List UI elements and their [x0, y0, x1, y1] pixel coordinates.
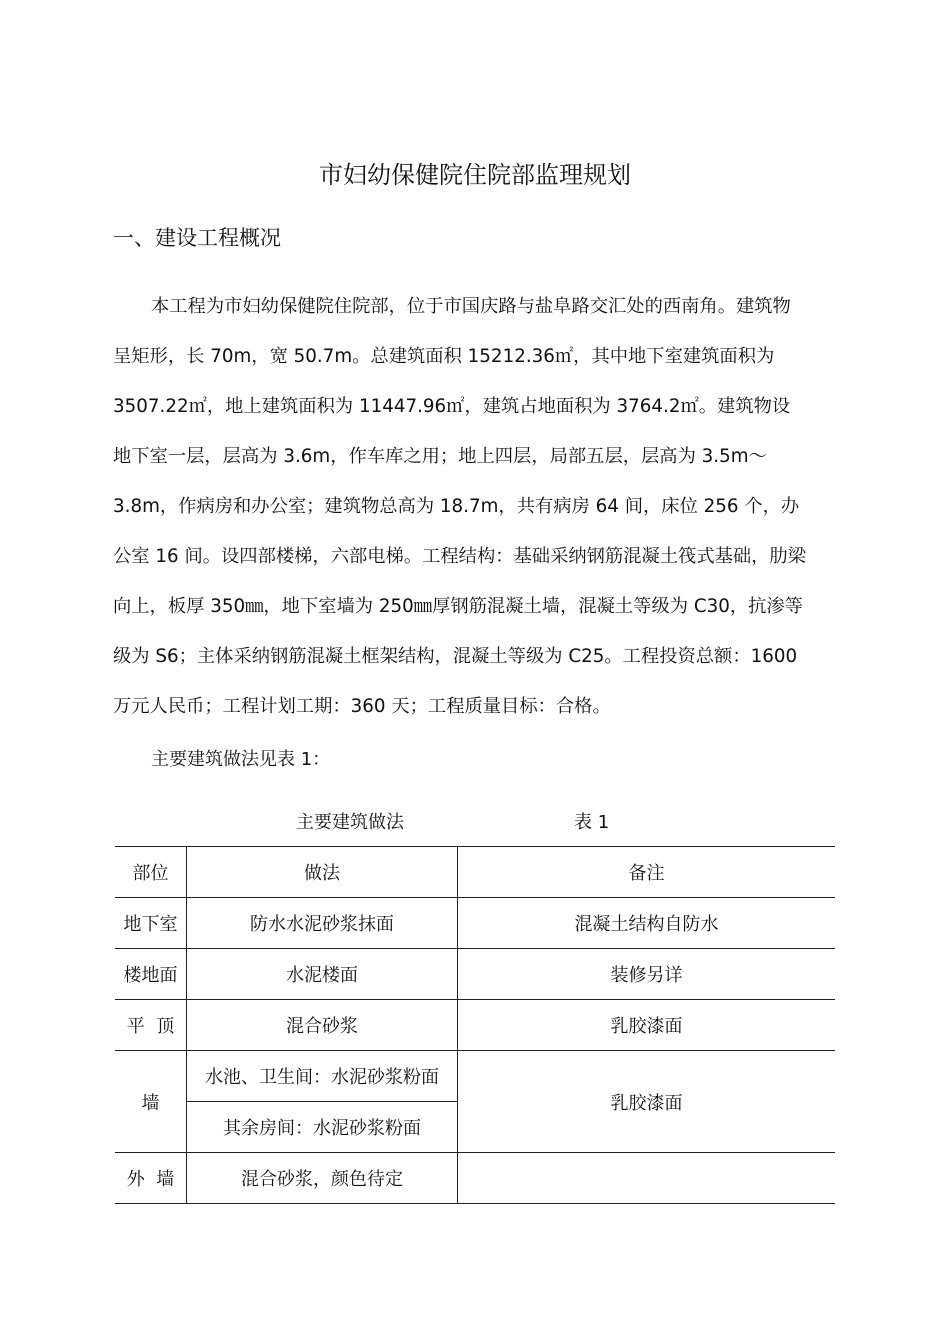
overview-line: 本工程为市妇幼保健院住院部，位于市国庆路与盐阜路交汇处的西南角。建筑物 [151, 296, 791, 317]
cell-method: 混合砂浆 [187, 1000, 458, 1051]
cell-method: 其余房间：水泥砂浆粉面 [187, 1102, 458, 1153]
overview-line: 级为 S6；主体采纳钢筋混凝土框架结构，混凝土等级为 C25。工程投资总额：1600 [113, 646, 798, 667]
table-row [115, 898, 835, 949]
overview-paragraph [113, 282, 837, 732]
cell-method: 防水水泥砂浆抹面 [187, 898, 458, 949]
overview-line: 3.8m，作病房和办公室；建筑物总高为 18.7m，共有病房 64 间，床位 256 个，办 [113, 496, 800, 517]
overview-line: 万元人民币；工程计划工期：360 天；工程质量目标：合格。 [113, 696, 611, 717]
cell-remark: 乳胶漆面 [458, 1000, 836, 1051]
header-method: 做法 [187, 847, 458, 898]
table-reference-note: 主要建筑做法见表 1： [151, 749, 331, 770]
cell-part: 楼地面 [115, 949, 187, 1000]
section-heading: 一、建设工程概况 [113, 226, 281, 250]
overview-line: 3507.22㎡，地上建筑面积为 11447.96㎡，建筑占地面积为 3764.2㎡。建筑物设 [113, 396, 791, 417]
cell-method: 水池、卫生间：水泥砂浆粉面 [187, 1051, 458, 1102]
header-part: 部位 [115, 847, 187, 898]
cell-part: 平 顶 [115, 1000, 187, 1051]
cell-part: 地下室 [115, 898, 187, 949]
overview-line: 向上，板厚 350㎜，地下室墙为 250㎜厚钢筋混凝土墙，混凝土等级为 C30，抗渗等 [113, 596, 803, 617]
overview-line: 呈矩形，长 70m，宽 50.7m。总建筑面积 15212.36㎡，其中地下室建筑面积为 [113, 346, 775, 367]
cell-method: 水泥楼面 [187, 949, 458, 1000]
cell-remark: 混凝土结构自防水 [458, 898, 836, 949]
table-row [115, 949, 835, 1000]
page-title: 市妇幼保健院住院部监理规划 [319, 161, 631, 189]
cell-remark: 乳胶漆面 [458, 1051, 836, 1153]
cell-part: 墙 [115, 1051, 187, 1153]
header-remark: 备注 [458, 847, 836, 898]
overview-line: 地下室一层，层高为 3.6m，作车库之用；地上四层，局部五层，层高为 3.5m～ [113, 446, 767, 467]
table-number: 表 1 [574, 812, 610, 833]
table-row [115, 1153, 835, 1204]
cell-remark [458, 1153, 836, 1204]
table-row [115, 1051, 835, 1102]
cell-remark: 装修另详 [458, 949, 836, 1000]
cell-part: 外 墙 [115, 1153, 187, 1204]
overview-line: 公室 16 间。设四部楼梯，六部电梯。工程结构：基础采纳钢筋混凝土筏式基础，肋梁 [113, 546, 807, 567]
table-row [115, 1000, 835, 1051]
table-caption: 主要建筑做法 [296, 812, 404, 833]
cell-method: 混合砂浆，颜色待定 [187, 1153, 458, 1204]
table-header-row [115, 847, 835, 898]
construction-methods-table [115, 846, 835, 1204]
